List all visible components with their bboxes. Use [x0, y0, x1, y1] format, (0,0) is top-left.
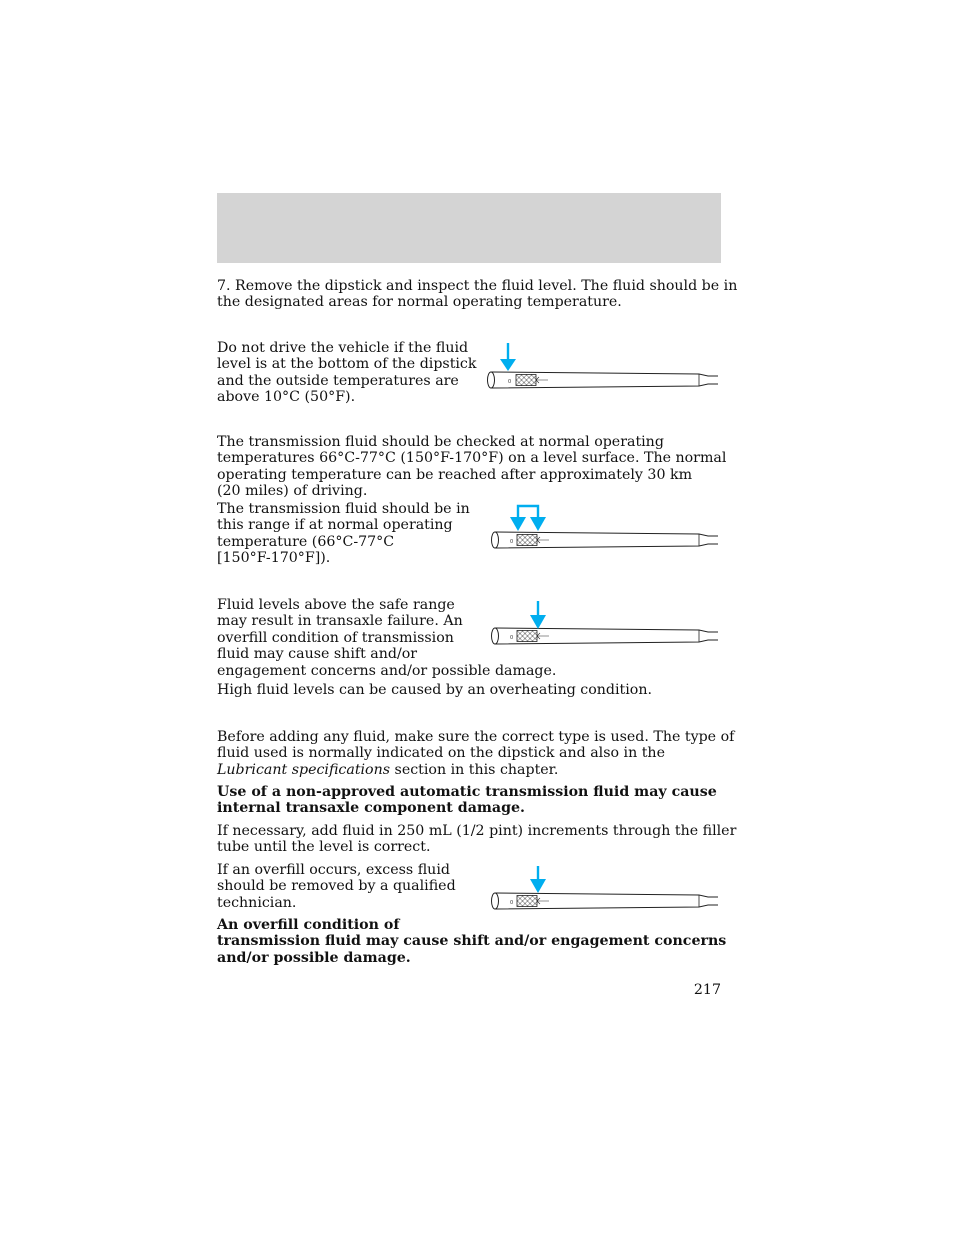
down-arrow-icon: [530, 866, 546, 893]
add-fluid-text: If necessary, add fluid in 250 mL (1/2 pint) increments through the filler tube until the level is correct.: [217, 823, 737, 856]
non-approved-fluid-warning: Use of a non-approved automatic transmission fluid may cause internal transaxle component damage.: [217, 784, 717, 817]
dipstick-icon: [492, 532, 719, 548]
before-adding-text: [217, 729, 734, 778]
dipstick-low-level-diagram: [486, 343, 720, 393]
high-levels-text: High fluid levels can be caused by an overheating condition.: [217, 682, 652, 698]
normal-temperature-text: The transmission fluid should be checked at normal operating temperatures 66°C-77°C (150°F-170°F) on a level surface. The normal operating temperature can be reached after approximately 30 km (20 miles) of driving.: [217, 434, 727, 500]
dipstick-icon: [488, 372, 719, 388]
step-7-text: 7. Remove the dipstick and inspect the fluid level. The fluid should be in the designated areas for normal operating temperature.: [217, 278, 738, 311]
page-number: 217: [693, 982, 721, 998]
range-text: The transmission fluid should be in this range if at normal operating temperature (66°C-77°C [150°F-170°F]).: [217, 501, 470, 567]
dipstick-icon: [492, 893, 719, 909]
overfill-occurs-text: If an overfill occurs, excess fluid should be removed by a qualified technician.: [217, 862, 456, 911]
down-arrow-icon: [510, 506, 546, 531]
before-adding-text-end: section in this chapter.: [390, 761, 559, 778]
overfill-warning: An overfill condition of transmission fluid may cause shift and/or engagement concerns and/or possible damage.: [217, 917, 727, 966]
dipstick-icon: [492, 628, 719, 644]
low-level-text: Do not drive the vehicle if the fluid level is at the bottom of the dipstick and the outside temperatures are above 10°C (50°F).: [217, 340, 477, 406]
section-header-band: [217, 193, 721, 263]
down-arrow-icon: [500, 343, 516, 371]
svg-text:0: 0: [510, 539, 514, 545]
above-safe-range-text: Fluid levels above the safe range may result in transaxle failure. An overfill condition of transmission fluid may cause shift and/or engagement concerns and/or possible damage.: [217, 597, 557, 679]
lubricant-specifications-reference: Lubricant specifications: [217, 761, 391, 778]
svg-text:0: 0: [510, 635, 514, 641]
svg-text:0: 0: [508, 379, 512, 385]
svg-text:0: 0: [510, 900, 514, 906]
dipstick-normal-range-diagram: [486, 503, 720, 553]
before-adding-text-start: Before adding any fluid, make sure the correct type is used. The type of fluid used is normally indicated on the dipstick and also in the: [217, 729, 735, 762]
dipstick-high-level-diagram: [486, 599, 720, 649]
down-arrow-icon: [530, 601, 546, 629]
dipstick-overfill-diagram: [486, 864, 720, 914]
